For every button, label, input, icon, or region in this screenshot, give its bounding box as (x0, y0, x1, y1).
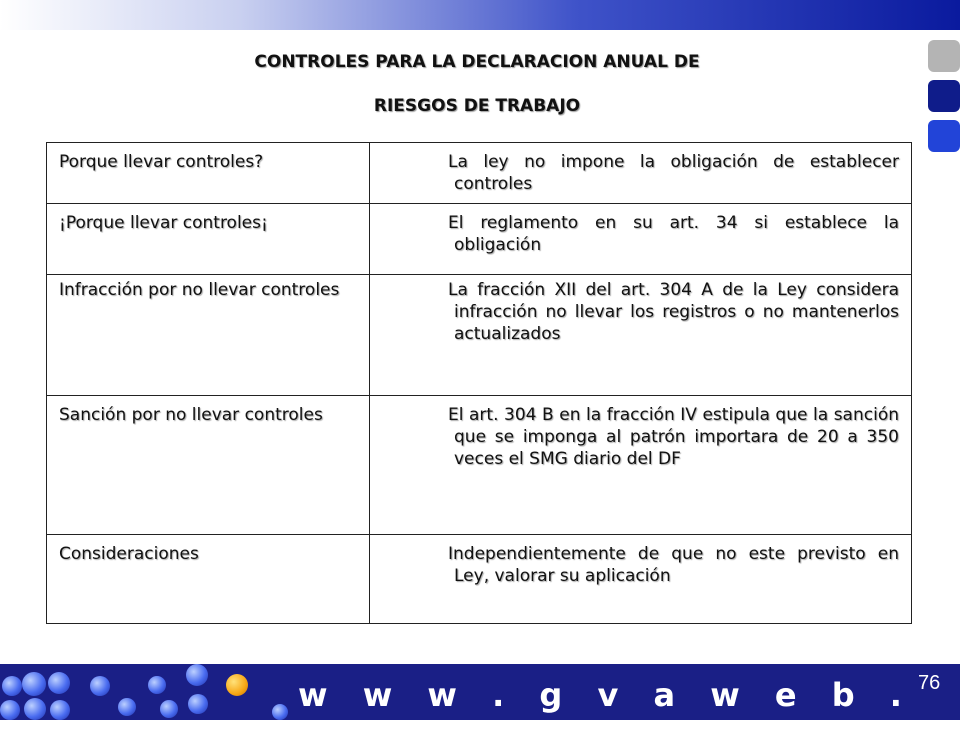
table-row (47, 143, 912, 204)
bubble-decoration-orange (226, 674, 248, 696)
bubble-decoration (48, 672, 70, 694)
slide-title-line2: RIESGOS DE TRABAJO (373, 96, 581, 116)
table-row (47, 204, 912, 275)
row-question: Sanción por no llevar controles (47, 396, 370, 535)
slide-title-line1: CONTROLES PARA LA DECLARACION ANUAL DE (254, 52, 700, 72)
row-question: Infracción por no llevar controles (47, 275, 370, 396)
row-answer: El reglamento en su art. 34 si establece la obligación (370, 204, 912, 275)
page-number: 76 (918, 672, 941, 694)
bubble-decoration (148, 676, 166, 694)
bubble-decoration (0, 700, 20, 720)
row-answer: La fracción XII del art. 304 A de la Ley considera infracción no llevar los registros o no mantenerlos actualizados (370, 275, 912, 396)
bubble-decoration (186, 664, 208, 686)
bubble-decoration (22, 672, 46, 696)
row-answer: El art. 304 B en la fracción IV estipula que la sanción que se imponga al patrón importara de 20 a 350 veces el SMG diario del DF (370, 396, 912, 535)
row-question: Consideraciones (47, 535, 370, 624)
row-question: ¡Porque llevar controles¡ (47, 204, 370, 275)
bubble-decoration (272, 704, 288, 720)
bubble-decoration (118, 698, 136, 716)
footer-url: w w w . g v a w e b . c o m (298, 676, 914, 752)
bubble-decoration (2, 676, 22, 696)
bubble-decoration (90, 676, 110, 696)
table-row (47, 396, 912, 535)
bubble-decoration (188, 694, 208, 714)
row-answer: Independientemente de que no este previsto en Ley, valorar su aplicación (370, 535, 912, 624)
table-row (47, 275, 912, 396)
top-gradient-bar (0, 0, 960, 30)
bubble-decoration (50, 700, 70, 720)
bubble-decoration (24, 698, 46, 720)
table-row (47, 535, 912, 624)
row-question: Porque llevar controles? (47, 143, 370, 204)
bubble-decoration (160, 700, 178, 718)
controls-table (46, 142, 912, 624)
row-answer: La ley no impone la obligación de establecer controles (370, 143, 912, 204)
nav-square-blue (928, 120, 960, 152)
